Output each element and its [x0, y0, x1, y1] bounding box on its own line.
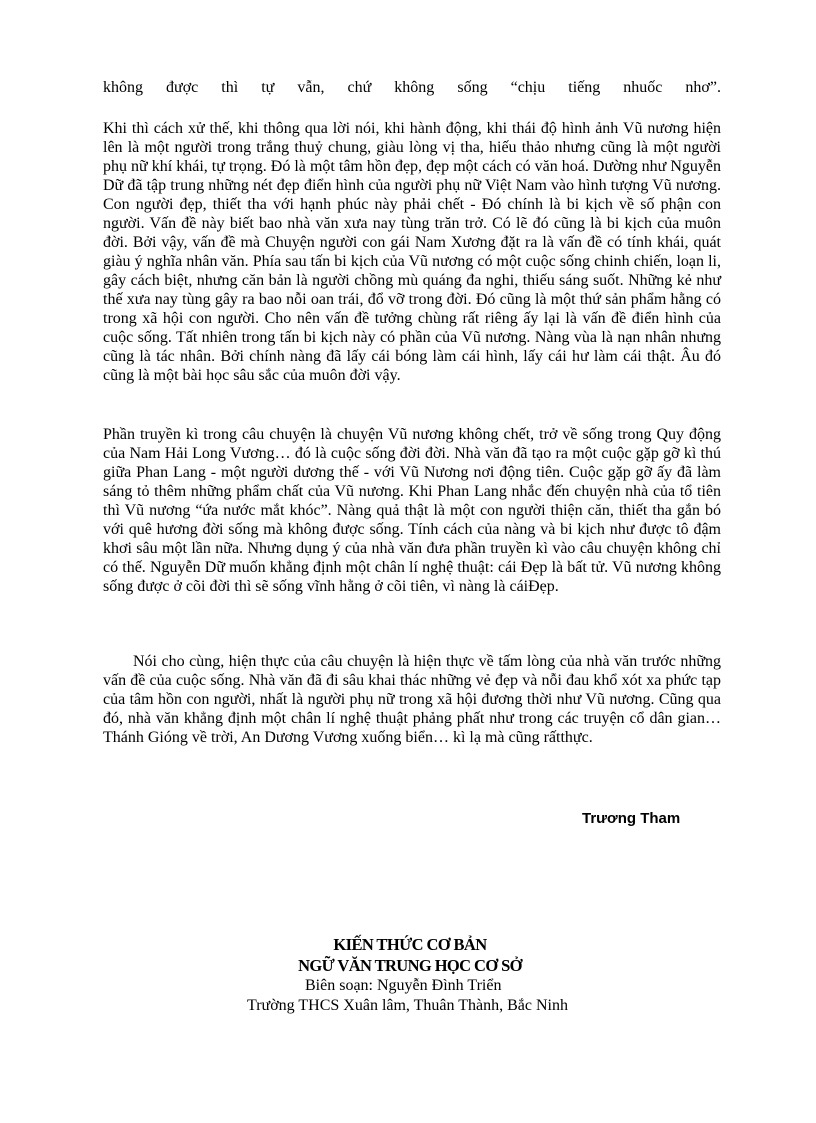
school-credit: Trường THCS Xuân lâm, Thuân Thành, Bắc Ninh — [247, 997, 568, 1014]
book-footer — [200, 934, 620, 1016]
author-signature: Trương Tham — [582, 810, 681, 827]
paragraph-legendary-element: Phần truyền kì trong câu chuyện là chuyện Vũ nương không chết, trở về sống trong Quy động của Nam Hải Long Vương… đó là cuộc sống đời đời. Nhà văn đã tạo ra một cuộc gặp gỡ kì thú giữa Phan Lang - một người dương thế - với Vũ Nương nơi động tiên. Cuộc gặp gỡ ấy đã làm sáng tỏ thêm những phẩm chất của Vũ nương. Khi Phan Lang nhắc đến chuyện nhà của tổ tiên thì Vũ nương “ứa nước mắt khóc”. Nàng quả thật là một con người thiện căn, thiết tha gắn bó với quê hương đời sống mà không được sống. Tính cách của nàng và bi kịch như được tô đậm khơi sâu một lần nữa. Nhưng dụng ý của nhà văn đưa phần truyền kì vào câu chuyện không chỉ có thế. Nguyễn Dữ muốn khẳng định một chân lí nghệ thuật: cái Đẹp là bất tử. Vũ nương không sống được ở cõi đời thì sẽ sống vĩnh hằng ở cõi tiên, vì nàng là cáiĐẹp. — [103, 426, 721, 595]
book-title-line2: NGỮ VĂN TRUNG HỌC CƠ SỞ — [298, 956, 522, 975]
paragraph-opening-line: không được thì tự vẫn, chứ không sống “chịu tiếng nhuốc nhơ”. — [103, 79, 721, 96]
paragraph-character-analysis: Khi thì cách xử thế, khi thông qua lời nói, khi hành động, khi thái độ hình ảnh Vũ nương hiện lên là một người trong trắng thuỷ chung, giàu lòng vị tha, hiếu thảo nhưng cũng là một người phụ nữ khí khái, tự trọng. Đó là một tâm hồn đẹp, đẹp một cách có văn hoá. Dường như Nguyễn Dữ đã tập trung những nét đẹp điển hình của người phụ nữ Việt Nam vào hình tượng Vũ nương. Con người đẹp, thiết tha với hạnh phúc này phải chết - Đó chính là bi kịch về số phận con người. Vấn đề này biết bao nhà văn xưa nay tùng trăn trở. Có lẽ đó cũng là bi kịch của muôn đời. Bởi vậy, vấn đề mà Chuyện người con gái Nam Xương đặt ra là vấn đề có tính khái, quát giàu ý nghĩa nhân văn. Phía sau tấn bi kịch của Vũ nương có một cuộc sống chinh chiến, loạn li, gây cách biệt, nhưng căn bản là người chồng mù quáng đa nghi, thiếu sáng suốt. Những kẻ như thế xưa nay tùng gây ra bao nỗi oan trái, đổ vỡ trong đời. Đó cũng là một thứ sản phẩm hằng có trong xã hội con người. Cho nên vấn đề tưởng chùng rất riêng ấy lại là vấn đề điển hình của cuộc sống. Tất nhiên trong tấn bi kịch này có phần của Vũ nương. Nàng vùa là nạn nhân nhưng cũng là tác nhân. Bởi chính nàng đã lấy cái bóng làm cái hình, lấy cái hư làm cái thật. Âu đó cũng là một bài học sâu sắc của muôn đời vậy. — [103, 120, 721, 384]
paragraph-conclusion: Nói cho cùng, hiện thực của câu chuyện là hiện thực về tấm lòng của nhà văn trước những vấn đề của cuộc sống. Nhà văn đã đi sâu khai thác những vẻ đẹp và nỗi đau khổ xót xa phức tạp của tâm hồn con người, nhất là người phụ nữ trong xã hội đương thời như Vũ nương. Cũng qua đó, nhà văn khẳng định một chân lí nghệ thuật phảng phất như trong các truyện cổ dân gian… Thánh Gióng về trời, An Dương Vương xuống biển… kì lạ mà cũng rấtthực. — [103, 653, 721, 746]
book-title-line1: KIẾN THỨC CƠ BẢN — [333, 935, 487, 954]
compiler-credit: Biên soạn: Nguyễn Đình Triển — [305, 977, 502, 994]
